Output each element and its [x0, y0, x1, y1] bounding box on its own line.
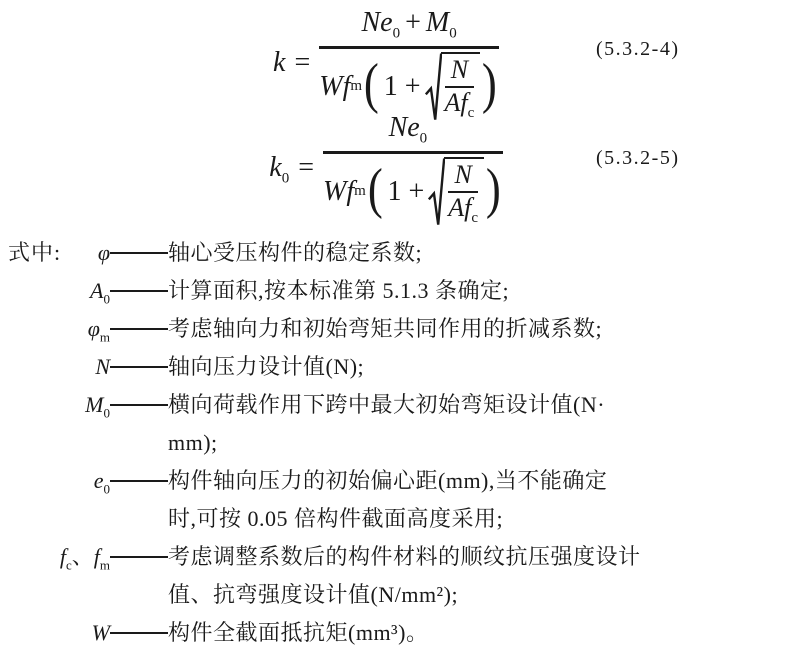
definition-line: 横向荷载作用下跨中最大初始弯矩设计值(N·: [168, 392, 606, 417]
plus-operator: +: [405, 6, 421, 38]
definition-line: 轴向压力设计值(N);: [168, 354, 365, 379]
denominator: [323, 154, 503, 228]
open-paren: (: [367, 157, 383, 220]
symbol-subscript: m: [99, 329, 110, 345]
radical-sign-icon: [428, 157, 445, 228]
definition-head: [8, 538, 168, 576]
symbol: [60, 538, 110, 576]
definition-line: 时,可按 0.05 倍构件截面高度采用;: [168, 506, 504, 531]
definition-line: 构件全截面抵抗矩(mm³)。: [168, 620, 429, 645]
definition-head: [8, 310, 168, 348]
radical: [428, 157, 484, 228]
symbol-base: φ: [97, 240, 110, 265]
denominator-coefficient-subscript: m: [354, 183, 366, 200]
definition-text: [168, 234, 792, 272]
definition-row-w: [8, 614, 792, 652]
definition-row-e0: [8, 462, 792, 538]
definition-head: [8, 462, 168, 500]
numerator-term-1-subscript: 0: [419, 130, 428, 147]
inner-numerator: [450, 54, 469, 86]
definition-line: 轴心受压构件的稳定系数;: [168, 240, 423, 265]
definition-text: [168, 538, 792, 614]
symbol: [90, 272, 110, 310]
symbol: [85, 386, 110, 424]
em-dash: [110, 538, 168, 576]
symbol-base: e: [93, 468, 104, 493]
numerator-term-2: M: [425, 6, 450, 38]
symbol-base: f: [59, 544, 66, 569]
inner-denominator: [448, 193, 478, 226]
definition-text: [168, 386, 792, 462]
equation-row-1: [8, 6, 792, 122]
inner-denominator-symbol: Af: [444, 87, 468, 117]
definition-head: [8, 348, 168, 386]
definition-text: [168, 614, 792, 652]
symbol-base-2: f: [93, 544, 100, 569]
definition-row-m0: [8, 386, 792, 462]
symbol: [95, 348, 110, 386]
definition-row-phi: [8, 234, 792, 272]
numerator: [377, 112, 450, 151]
definition-text: [168, 272, 792, 310]
symbol-subscript-2: m: [99, 557, 110, 573]
equation-lhs: [273, 47, 311, 82]
em-dash: [110, 614, 168, 652]
symbol-subscript: 0: [103, 481, 110, 497]
symbol-separator: 、: [71, 544, 94, 569]
definition-head: [8, 386, 168, 424]
numerator-term-2-subscript: 0: [449, 25, 457, 42]
equation-2: [269, 112, 502, 227]
numerator-term-1: Ne: [388, 111, 420, 143]
definition-text: [168, 348, 792, 386]
symbol-definition-list: [8, 234, 792, 652]
em-dash: [110, 310, 168, 348]
denominator-coefficient: Wf: [319, 70, 351, 102]
symbol: [94, 462, 110, 500]
em-dash: [110, 234, 168, 272]
definition-row-n: [8, 348, 792, 386]
lhs-subscript: 0: [281, 170, 290, 187]
definition-head: [8, 272, 168, 310]
lhs-symbol: k: [273, 47, 286, 79]
equation-row-2: [8, 111, 792, 227]
symbol-base: A: [90, 278, 104, 303]
symbol: [88, 310, 110, 348]
symbol-base: M: [85, 392, 104, 417]
one-plus: 1 +: [387, 175, 425, 207]
em-dash: [110, 462, 168, 500]
denominator-coefficient: Wf: [323, 175, 355, 207]
equation-number: (5.3.2-4): [596, 38, 680, 60]
equation-number: (5.3.2-5): [596, 147, 680, 169]
inner-denominator-subscript: c: [471, 210, 479, 227]
fraction: [319, 7, 499, 122]
inner-numerator: [454, 159, 472, 191]
symbol-subscript: 0: [103, 291, 110, 307]
definition-line: 考虑轴向力和初始弯矩共同作用的折减系数;: [168, 316, 603, 341]
equals-sign: =: [298, 152, 316, 184]
em-dash: [110, 386, 168, 424]
inner-numerator-symbol: N: [454, 159, 472, 189]
definition-head: [8, 614, 168, 652]
definition-line: 考虑调整系数后的构件材料的顺纹抗压强度设计: [168, 544, 641, 569]
definition-row-fc-fm: [8, 538, 792, 614]
definition-text: [168, 462, 792, 538]
one-plus: 1 +: [383, 70, 421, 102]
symbol-base: W: [91, 620, 110, 645]
symbol-base: N: [95, 354, 110, 379]
open-paren: (: [363, 52, 379, 115]
close-paren: ): [482, 52, 498, 115]
symbol-base: φ: [87, 316, 100, 341]
radicand: [444, 157, 484, 228]
definition-line: 计算面积,按本标准第 5.1.3 条确定;: [168, 278, 510, 303]
symbol-subscript: c: [65, 557, 72, 573]
numerator: [350, 7, 469, 46]
em-dash: [110, 272, 168, 310]
definition-line: 构件轴向压力的初始偏心距(mm),当不能确定: [168, 468, 608, 493]
where-label: 式中:: [8, 240, 62, 265]
lhs-symbol: k: [269, 152, 282, 184]
equals-sign: =: [294, 47, 312, 79]
definition-text: [168, 310, 792, 348]
definition-row-a0: [8, 272, 792, 310]
inner-numerator-symbol: N: [450, 54, 469, 84]
numerator-term-1-subscript: 0: [392, 25, 401, 42]
equation-lhs: [269, 152, 315, 187]
inner-denominator-subscript: c: [467, 105, 475, 122]
inner-denominator-symbol: Af: [448, 192, 472, 222]
definition-line: mm);: [168, 430, 218, 455]
inner-fraction: [448, 159, 479, 227]
denominator-coefficient-subscript: m: [350, 78, 363, 95]
symbol: [98, 234, 110, 272]
fraction: [323, 112, 503, 227]
symbol-subscript: 0: [103, 405, 110, 421]
symbol: [92, 614, 110, 652]
definition-head: [8, 234, 168, 272]
numerator-term-1: Ne: [361, 6, 393, 38]
close-paren: ): [485, 157, 501, 220]
definition-line: 值、抗弯强度设计值(N/mm²);: [168, 582, 459, 607]
equation-1: [273, 7, 499, 122]
em-dash: [110, 348, 168, 386]
definition-row-phi-m: [8, 310, 792, 348]
